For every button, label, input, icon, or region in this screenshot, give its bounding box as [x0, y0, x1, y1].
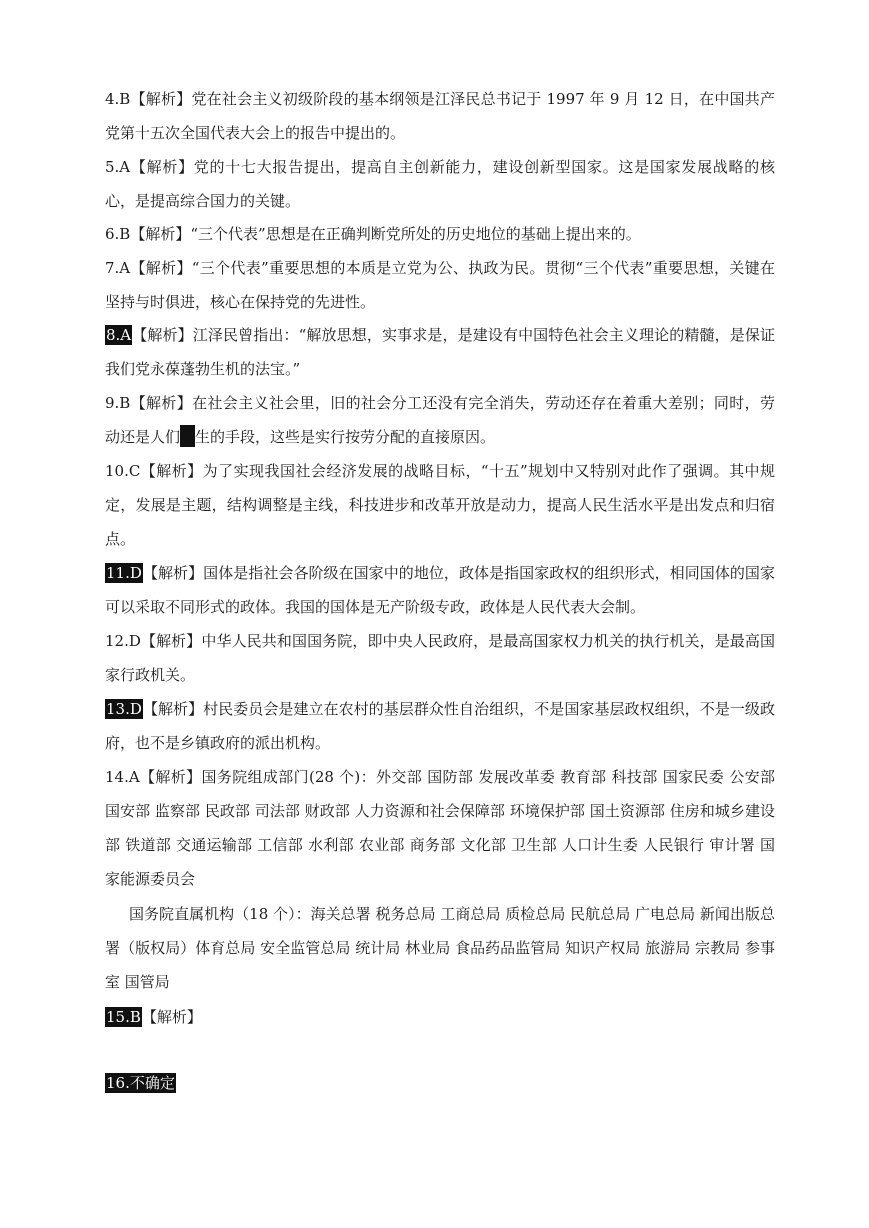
answer-number: 14.A	[105, 768, 140, 786]
answer-16	[105, 1066, 775, 1100]
analysis-text: 村民委员会是建立在农村的基层群众性自治组织，不是国家基层政权组织，不是一级政府，也不是乡镇政府的派出机构。	[105, 700, 775, 752]
answer-8	[105, 318, 775, 386]
analysis-tag: 【解析】	[130, 90, 192, 108]
analysis-tag: 【解析】	[130, 259, 192, 277]
analysis-text: 中华人民共和国国务院，即中央人民政府，是最高国家权力机关的执行机关，是最高国家行政机关。	[105, 632, 775, 684]
answer-12	[105, 624, 775, 692]
answer-number-highlighted: 8.A	[106, 326, 132, 344]
answer-15	[105, 1000, 775, 1034]
analysis-text: 国务院组成部门(28 个)：外交部 国防部 发展改革委 教育部 科技部 国家民委 公安部 国安部 监察部 民政部 司法部 财政部 人力资源和社会保障部 环境保护部 国土资源部 住房和城乡建设部 铁道部 交通运输部 工信部 水利部 农业部 商务部 文化部 卫生部 人口计生委 人民银行 审计署 国家能源委员会	[105, 768, 775, 888]
continuation-text: 国务院直属机构（18 个）：海关总署 税务总局 工商总局 质检总局 民航总局 广电总局 新闻出版总署（版权局）体育总局 安全监管总局 统计局 林业局 食品药品监管局 知识产权局 旅游局 宗教局 参事室 国管局	[105, 905, 775, 991]
answer-5	[105, 150, 775, 218]
analysis-text: 党在社会主义初级阶段的基本纲领是江泽民总书记于 1997 年 9 月 12 日，在中国共产党第十五次全国代表大会上的报告中提出的。	[105, 90, 775, 142]
answer-number: 7.A	[105, 259, 131, 277]
answer-number: 9.B	[105, 394, 131, 412]
answer-4	[105, 82, 775, 150]
answer-14-continuation	[105, 897, 775, 999]
answer-number: 12.D	[105, 632, 141, 650]
answer-11	[105, 556, 775, 624]
analysis-tag: 【解析】	[141, 1008, 202, 1026]
answer-13	[105, 692, 775, 760]
answer-10	[105, 454, 775, 556]
analysis-text: “三个代表”思想是在正确判断党所处的历史地位的基础上提出来的。	[190, 225, 641, 243]
answer-number: 5.A	[105, 158, 131, 176]
answer-number-highlighted: 13.D	[106, 700, 142, 718]
analysis-tag: 【解析】	[140, 632, 202, 650]
analysis-text: “三个代表”重要思想的本质是立党为公、执政为民。贯彻“三个代表”重要思想，关键在坚持与时俱进，核心在保持党的先进性。	[105, 259, 775, 311]
answer-number-highlighted: 11.D	[106, 564, 142, 582]
analysis-tag: 【解析】	[140, 462, 203, 480]
analysis-text: 江泽民曾指出：“解放思想，实事求是，是建设有中国特色社会主义理论的精髓，是保证我们党永葆蓬勃生机的法宝。”	[105, 326, 775, 378]
analysis-tag: 【解析】	[139, 768, 202, 786]
analysis-text-part2: 生的手段，这些是实行按劳分配的直接原因。	[195, 428, 496, 446]
answer-6	[105, 217, 775, 251]
answer-9	[105, 386, 775, 454]
answer-number: 10.C	[105, 462, 141, 480]
answer-number-highlighted: 16.不确定	[106, 1074, 175, 1092]
analysis-tag: 【解析】	[142, 564, 204, 582]
analysis-tag: 【解析】	[132, 326, 193, 344]
answer-14	[105, 760, 775, 896]
analysis-text: 为了实现我国社会经济发展的战略目标，“十五”规划中又特别对此作了强调。其中规定，发展是主题，结构调整是主线，科技进步和改革开放是动力，提高人民生活水平是出发点和归宿点。	[105, 462, 775, 548]
analysis-text-part1: 在社会主义社会里，旧的社会分工还没有完全消失，劳动还存在着重大差别；同时，劳动还是人们	[105, 394, 775, 446]
analysis-text: 党的十七大报告提出，提高自主创新能力，建设创新型国家。这是国家发展战略的核心，是提高综合国力的关键。	[105, 158, 775, 210]
answer-7	[105, 251, 775, 319]
answer-number-highlighted: 15.B	[106, 1008, 141, 1026]
redaction-block	[180, 425, 195, 447]
analysis-tag: 【解析】	[130, 394, 193, 412]
analysis-tag: 【解析】	[130, 225, 191, 243]
answer-number: 6.B	[105, 225, 131, 243]
analysis-tag: 【解析】	[142, 700, 204, 718]
answer-number: 4.B	[105, 90, 131, 108]
analysis-tag: 【解析】	[130, 158, 194, 176]
analysis-text: 国体是指社会各阶级在国家中的地位，政体是指国家政权的组织形式，相同国体的国家可以采取不同形式的政体。我国的国体是无产阶级专政，政体是人民代表大会制。	[105, 564, 775, 616]
